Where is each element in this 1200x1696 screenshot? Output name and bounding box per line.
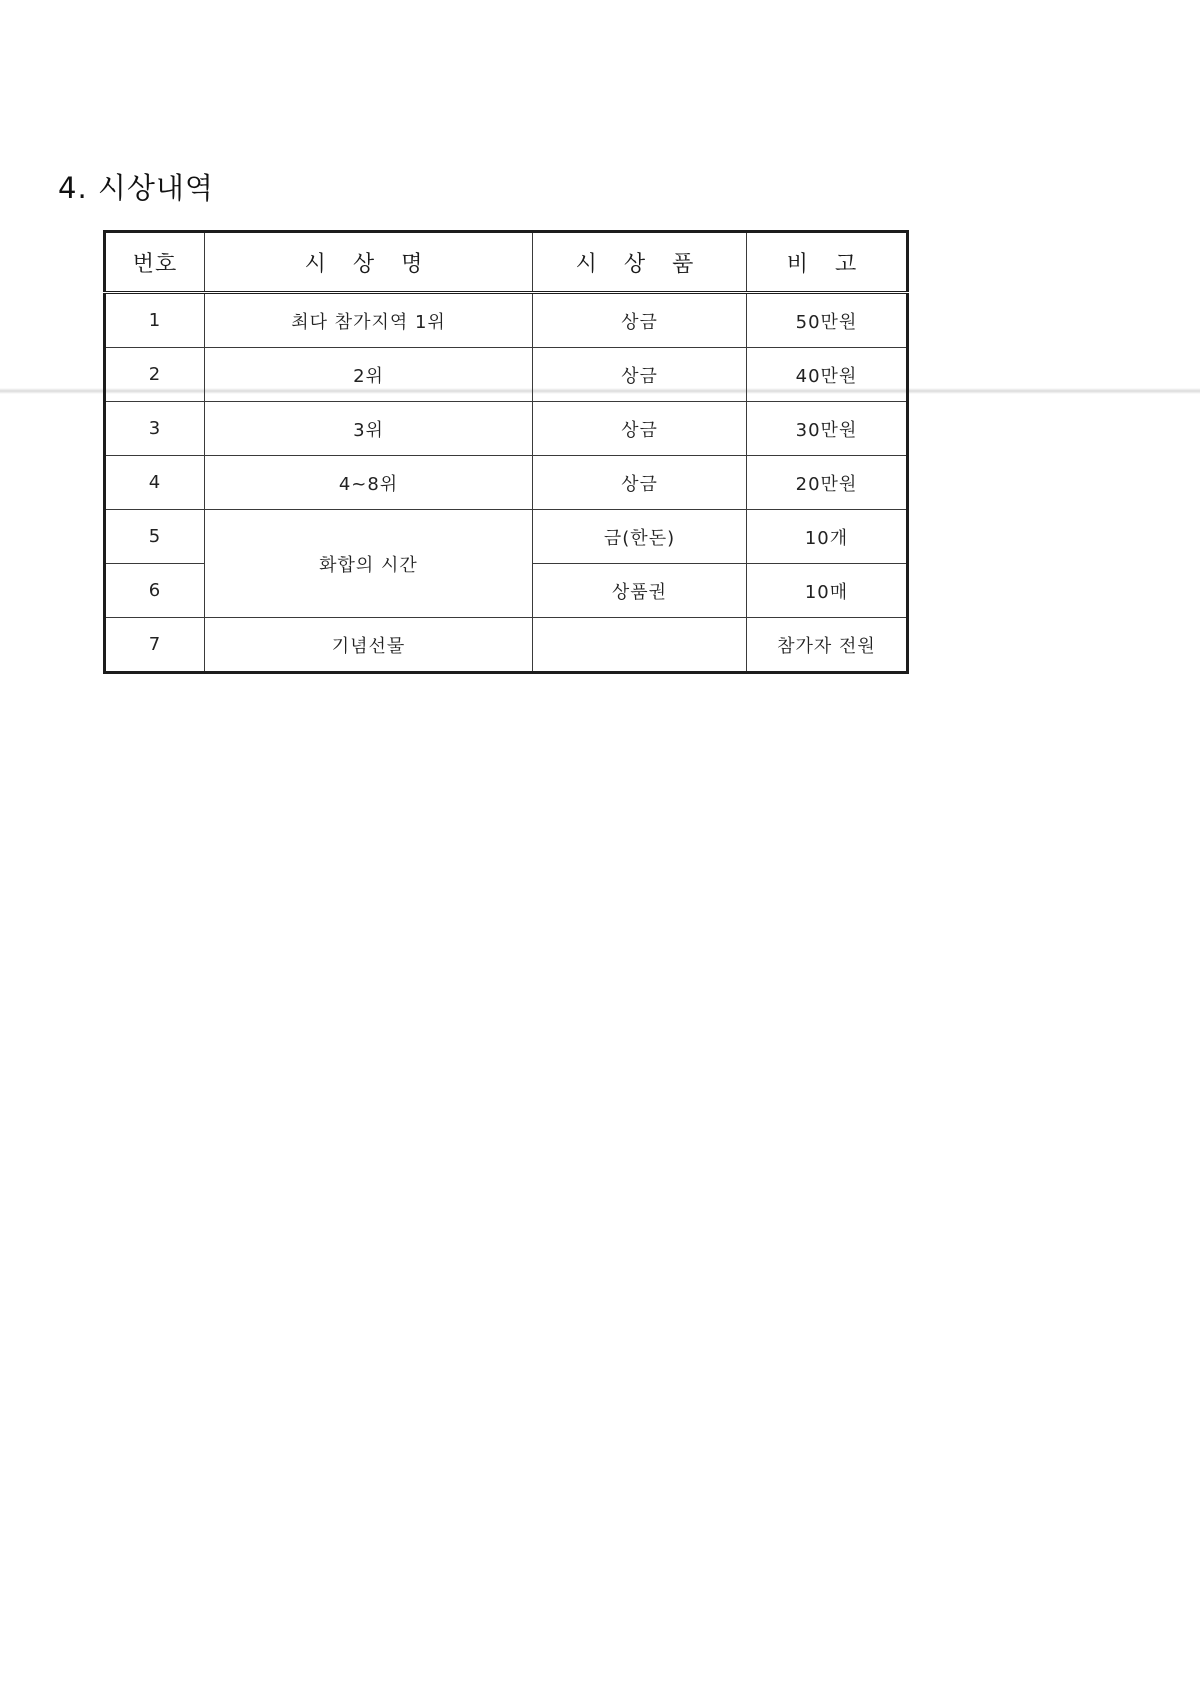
cell-award-name: 3위 [205,402,533,456]
cell-note: 참가자 전원 [747,618,908,673]
header-prize: 시 상 품 [533,232,747,293]
table-row [105,456,908,510]
cell-number: 6 [105,564,205,618]
cell-prize: 금(한돈) [533,510,747,564]
header-note: 비 고 [747,232,908,293]
cell-prize: 상품권 [533,564,747,618]
section-title: 4. 시상내역 [58,171,214,205]
table-row [105,293,908,348]
cell-number: 3 [105,402,205,456]
table-header-row [105,232,908,293]
cell-note: 20만원 [747,456,908,510]
cell-prize [533,618,747,673]
cell-award-name-merged: 화합의 시간 [205,510,533,618]
cell-note: 50만원 [747,293,908,348]
cell-prize: 상금 [533,402,747,456]
cell-award-name: 기념선물 [205,618,533,673]
cell-prize: 상금 [533,293,747,348]
cell-note: 30만원 [747,402,908,456]
cell-award-name: 2위 [205,348,533,402]
header-award-name: 시 상 명 [205,232,533,293]
cell-award-name: 최다 참가지역 1위 [205,293,533,348]
table-row [105,402,908,456]
cell-number: 4 [105,456,205,510]
cell-note: 10개 [747,510,908,564]
cell-note: 40만원 [747,348,908,402]
cell-number: 2 [105,348,205,402]
award-table [103,230,909,674]
cell-prize: 상금 [533,348,747,402]
cell-award-name: 4~8위 [205,456,533,510]
header-number: 번호 [105,232,205,293]
cell-number: 5 [105,510,205,564]
cell-note: 10매 [747,564,908,618]
cell-prize: 상금 [533,456,747,510]
cell-number: 1 [105,293,205,348]
table-row [105,618,908,673]
table-row [105,348,908,402]
cell-number: 7 [105,618,205,673]
table-row [105,510,908,564]
